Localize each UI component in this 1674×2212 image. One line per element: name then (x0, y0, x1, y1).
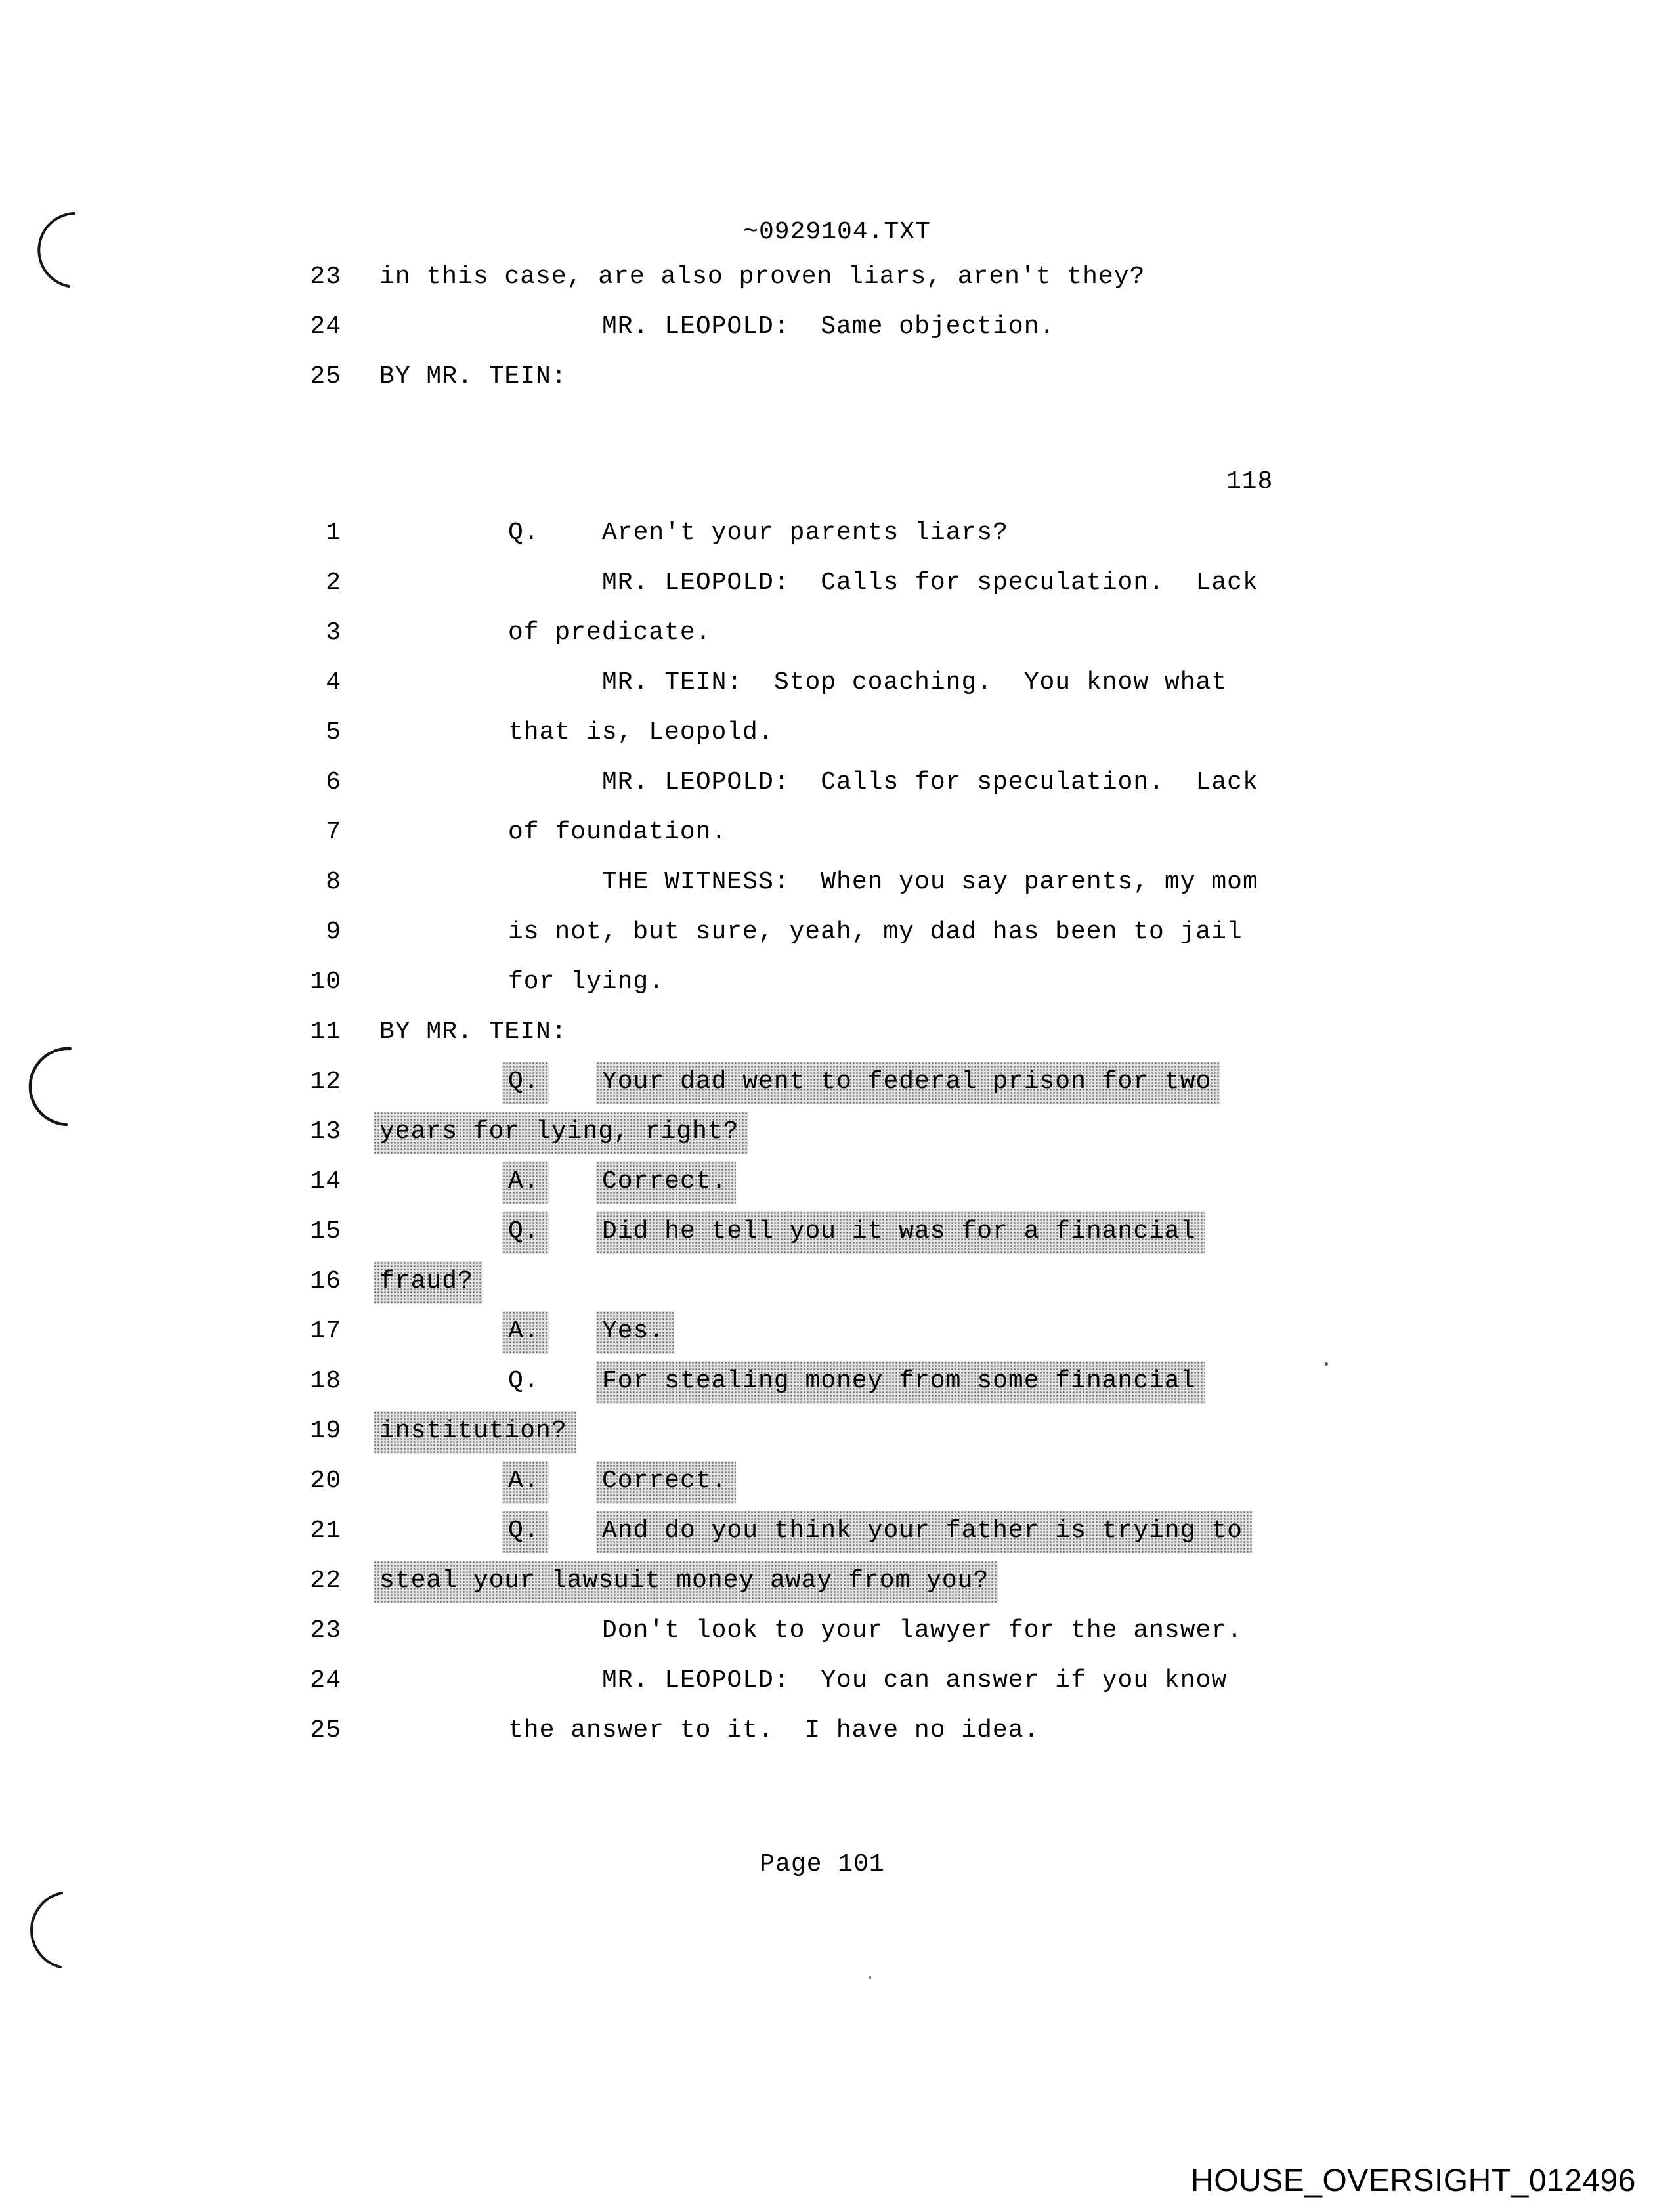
transcript-line (0, 718, 1674, 759)
highlighted-text: For stealing money from some financial (596, 1361, 1205, 1404)
line-number: 19 (310, 1417, 341, 1445)
transcript-text: for lying. (508, 968, 665, 996)
transcript-line (0, 768, 1674, 809)
transcript-text: Aren't your parents liars? (602, 519, 1008, 547)
transcript-line (0, 1517, 1674, 1557)
transcript-line (0, 1018, 1674, 1058)
highlighted-text: Q. (502, 1211, 549, 1254)
scan-speck (1325, 1362, 1328, 1366)
highlighted-text: Your dad went to federal prison for two (596, 1062, 1220, 1104)
document-filename: ~0929104.TXT (743, 218, 931, 246)
transcript-line (0, 1417, 1674, 1458)
line-number: 18 (310, 1367, 341, 1395)
transcript-text: THE WITNESS: When you say parents, my mom (602, 868, 1258, 896)
transcript-line (0, 1068, 1674, 1108)
transcript-text: in this case, are also proven liars, aren't they? (379, 263, 1146, 291)
highlighted-text: Correct. (596, 1161, 736, 1204)
line-number: 24 (310, 313, 341, 341)
line-number: 22 (310, 1567, 341, 1595)
line-number: 25 (310, 362, 341, 391)
highlighted-text: A. (502, 1161, 549, 1204)
line-number: 21 (310, 1517, 341, 1545)
transcript-text: of predicate. (508, 618, 712, 647)
transcript-text: of foundation. (508, 818, 727, 846)
transcript-line (0, 868, 1674, 909)
transcript-line (0, 618, 1674, 659)
highlighted-text: Did he tell you it was for a financial (596, 1211, 1205, 1254)
line-number: 14 (310, 1167, 341, 1196)
transcript-text: is not, but sure, yeah, my dad has been to jail (508, 918, 1243, 946)
line-number: 9 (326, 918, 341, 946)
transcript-text: Don't look to your lawyer for the answer. (602, 1616, 1243, 1645)
line-number: 6 (326, 768, 341, 796)
highlighted-text: years for lying, right? (374, 1112, 748, 1154)
line-number: 20 (310, 1467, 341, 1495)
line-number: 16 (310, 1267, 341, 1295)
transcript-text: BY MR. TEIN: (379, 1018, 567, 1046)
transcript-line (0, 1666, 1674, 1707)
line-number: 17 (310, 1317, 341, 1345)
footer-page-label: Page 101 (760, 1850, 885, 1878)
transcript-text: MR. LEOPOLD: Calls for speculation. Lack (602, 768, 1258, 796)
highlighted-text: Q. (502, 1062, 549, 1104)
transcript-line (0, 1616, 1674, 1657)
line-number: 7 (326, 818, 341, 846)
transcript-line (0, 569, 1674, 609)
transcript-text: BY MR. TEIN: (379, 362, 567, 391)
transcript-line (0, 362, 1674, 403)
transcript-line (0, 1217, 1674, 1258)
line-number: 8 (326, 868, 341, 896)
transcript-text: the answer to it. I have no idea. (508, 1716, 1040, 1745)
transcript-line (0, 668, 1674, 709)
transcript-line (0, 1567, 1674, 1607)
transcript-text: Q. (508, 519, 540, 547)
line-number: 11 (310, 1018, 341, 1046)
transcript-line (0, 1167, 1674, 1208)
highlighted-text: A. (502, 1311, 549, 1354)
transcript-line (0, 1467, 1674, 1507)
transcript-page-number: 118 (1226, 467, 1274, 496)
bates-stamp: HOUSE_OVERSIGHT_012496 (1191, 2163, 1636, 2198)
line-number: 3 (326, 618, 341, 647)
line-number: 1 (326, 519, 341, 547)
line-number: 10 (310, 968, 341, 996)
transcript-line (0, 1267, 1674, 1308)
highlighted-text: steal your lawsuit money away from you? (374, 1561, 998, 1603)
transcript-line (0, 968, 1674, 1008)
highlighted-text: Yes. (596, 1311, 674, 1354)
transcript-line (0, 1716, 1674, 1757)
transcript-line (0, 1317, 1674, 1358)
transcript-text: that is, Leopold. (508, 718, 774, 747)
highlighted-text: Q. (502, 1511, 549, 1553)
line-number: 23 (310, 1616, 341, 1645)
line-number: 24 (310, 1666, 341, 1695)
highlighted-text: And do you think your father is trying to (596, 1511, 1252, 1553)
transcript-text: MR. LEOPOLD: Calls for speculation. Lack (602, 569, 1258, 597)
highlighted-text: Correct. (596, 1461, 736, 1504)
transcript-line (0, 313, 1674, 353)
line-number: 25 (310, 1716, 341, 1745)
transcript-line (0, 519, 1674, 559)
transcript-line (0, 263, 1674, 303)
line-number: 4 (326, 668, 341, 697)
line-number: 12 (310, 1068, 341, 1096)
transcript-line (0, 818, 1674, 859)
punch-hole-arc-bottom (32, 1893, 62, 1967)
transcript-line (0, 1367, 1674, 1408)
line-number: 13 (310, 1117, 341, 1146)
transcript-text: MR. LEOPOLD: You can answer if you know (602, 1666, 1228, 1695)
transcript-text: Q. (508, 1367, 540, 1395)
highlighted-text: institution? (374, 1411, 576, 1454)
line-number: 23 (310, 263, 341, 291)
transcript-line (0, 1117, 1674, 1158)
scan-speck (869, 1976, 871, 1979)
line-number: 2 (326, 569, 341, 597)
transcript-text: MR. LEOPOLD: Same objection. (602, 313, 1056, 341)
transcript-text: MR. TEIN: Stop coaching. You know what (602, 668, 1228, 697)
line-number: 5 (326, 718, 341, 747)
line-number: 15 (310, 1217, 341, 1246)
highlighted-text: A. (502, 1461, 549, 1504)
highlighted-text: fraud? (374, 1261, 483, 1304)
transcript-line (0, 918, 1674, 959)
